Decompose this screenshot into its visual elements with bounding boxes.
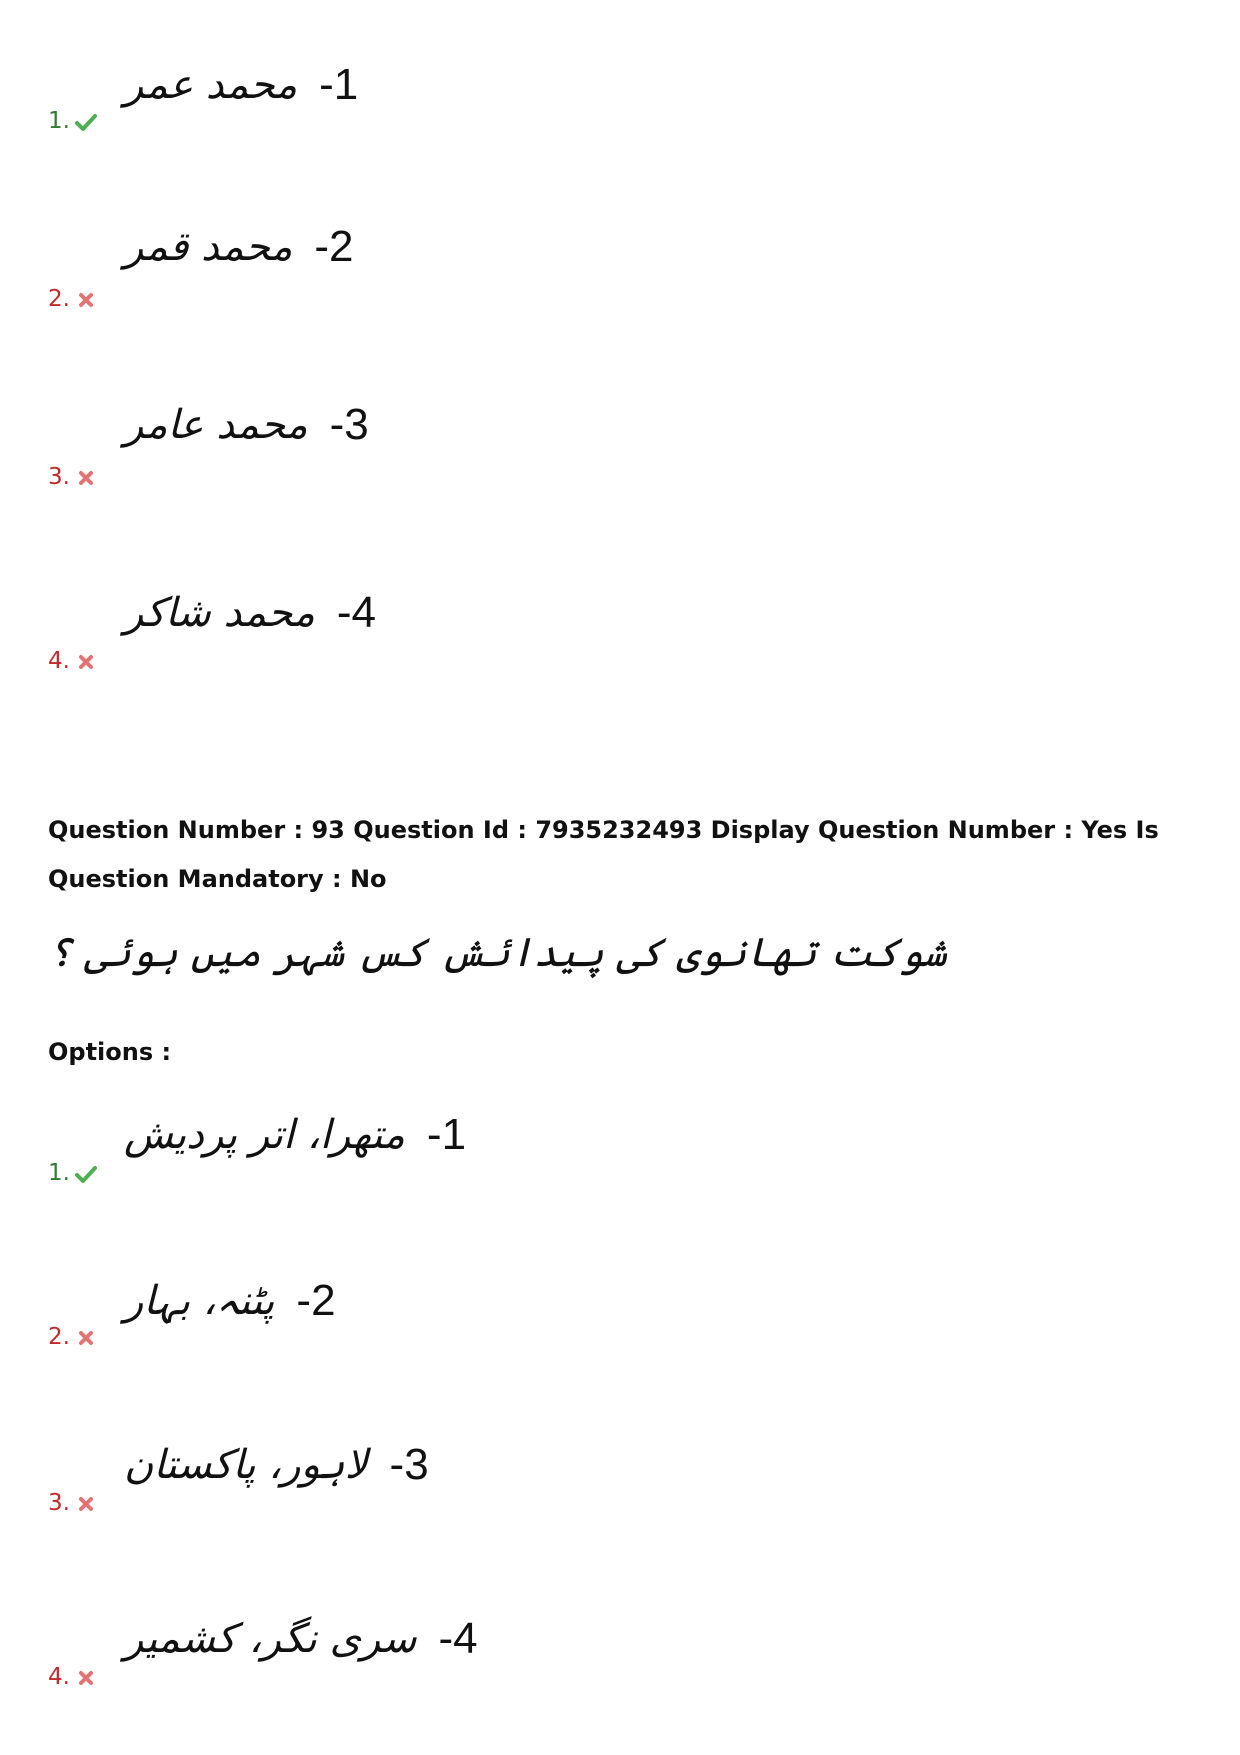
cross-icon [74, 1494, 98, 1514]
option-2 [48, 1276, 648, 1356]
option-text: محمد قمر [124, 224, 293, 270]
cross-icon [74, 1668, 98, 1688]
option-image [124, 60, 358, 110]
option-image [124, 1440, 429, 1490]
option-text: محمد عمر [124, 62, 298, 108]
option-number: 2. [48, 1326, 98, 1349]
option-index: -1 [319, 60, 359, 109]
option-image [124, 1614, 478, 1664]
option-text: متھرا، اتر پردیش [124, 1112, 405, 1158]
prev-option-1 [48, 60, 648, 140]
option-number: 3. [48, 466, 98, 489]
options-label: Options : [48, 1038, 172, 1066]
option-image [124, 588, 376, 638]
option-3 [48, 1440, 648, 1520]
cross-icon [74, 652, 98, 672]
prev-option-2 [48, 222, 648, 312]
option-text: پٹنہ، بہار [124, 1278, 275, 1324]
option-text: محمد عامر [124, 402, 308, 448]
option-index: -3 [329, 400, 369, 449]
option-index: -2 [296, 1276, 336, 1325]
question-text: شوکت تھانوی کی پیدائش کس شہر میں ہوئی ؟ [48, 930, 947, 976]
option-number: 2. [48, 288, 98, 311]
check-icon [74, 1164, 98, 1184]
option-index: -4 [336, 588, 377, 637]
option-index: -3 [389, 1440, 429, 1489]
option-index: -1 [426, 1110, 467, 1159]
option-image [124, 1276, 336, 1326]
prev-option-4 [48, 588, 648, 674]
option-image [124, 1110, 466, 1160]
option-number: 4. [48, 1666, 98, 1689]
option-1 [48, 1110, 648, 1190]
option-text: سری نگر، کشمیر [124, 1616, 417, 1662]
option-image [124, 400, 369, 450]
option-number: 3. [48, 1492, 98, 1515]
option-number: 4. [48, 650, 98, 673]
option-index: -2 [314, 222, 354, 271]
option-text: لاہور، پاکستان [124, 1442, 368, 1488]
option-number: 1. [48, 110, 98, 133]
cross-icon [74, 468, 98, 488]
question-header: Question Number : 93 Question Id : 7935232493 Display Question Number : Yes Is Question Mandatory : No [48, 816, 1159, 893]
cross-icon [74, 1328, 98, 1348]
cross-icon [74, 290, 98, 310]
option-number: 1. [48, 1162, 98, 1185]
option-4 [48, 1614, 648, 1694]
prev-option-3 [48, 400, 648, 490]
option-index: -4 [438, 1614, 478, 1663]
option-text: محمد شاکر [124, 590, 315, 636]
check-icon [74, 112, 98, 132]
option-image [124, 222, 354, 272]
